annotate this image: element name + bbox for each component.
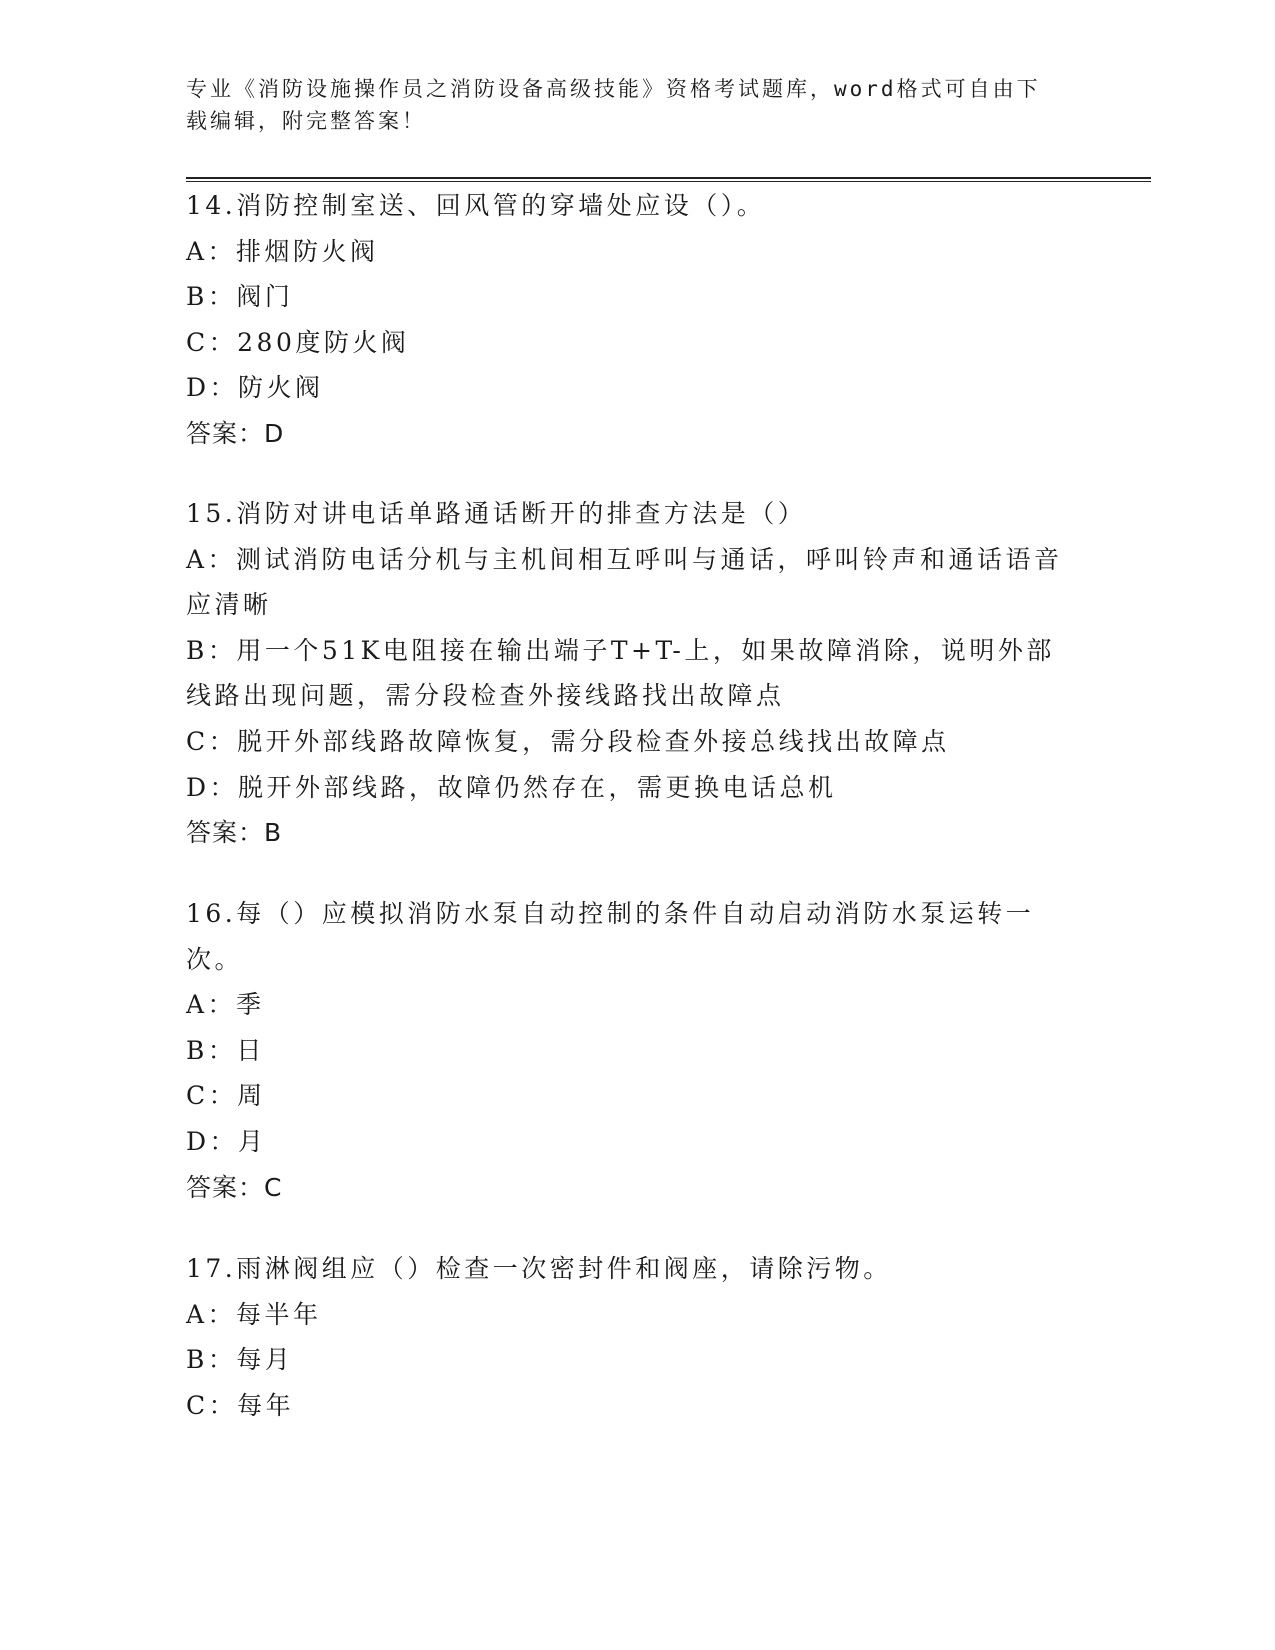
- option-c: C：280度防火阀: [186, 327, 410, 357]
- option-a: A：每半年: [186, 1299, 322, 1329]
- question-stem: 16.每（）应模拟消防水泵自动控制的条件自动启动消防水泵运转一次。: [186, 899, 1035, 974]
- question-14: [186, 183, 1076, 457]
- option-c: C：每年: [186, 1390, 295, 1420]
- option-b: B：日: [186, 1035, 265, 1065]
- header-line-1: 专业《消防设施操作员之消防设备高级技能》资格考试题库，word格式可自由下: [186, 77, 1041, 101]
- document-header: [186, 73, 1066, 137]
- option-a: A：测试消防电话分机与主机间相互呼叫与通话，呼叫铃声和通话语音应清晰: [186, 544, 1063, 620]
- option-b: B：阀门: [186, 282, 294, 312]
- header-divider-thick: [186, 177, 1151, 179]
- question-stem: 17.雨淋阀组应（）检查一次密封件和阀座，请除污物。: [186, 1254, 892, 1283]
- option-a: A：排烟防火阀: [186, 236, 379, 266]
- header-line-2: 载编辑，附完整答案！: [186, 109, 426, 133]
- question-17: [186, 1246, 1076, 1428]
- question-16: [186, 891, 1076, 1210]
- question-15: [186, 491, 1076, 856]
- answer: 答案：C: [186, 1172, 283, 1202]
- option-d: D：月: [186, 1126, 267, 1156]
- option-a: A：季: [186, 990, 265, 1020]
- question-stem: 14.消防控制室送、回风管的穿墙处应设（）。: [186, 191, 766, 220]
- answer: 答案：B: [186, 818, 283, 848]
- option-c: C：脱开外部线路故障恢复，需分段检查外接总线找出故障点: [186, 726, 950, 756]
- option-b: B：用一个51K电阻接在输出端子T+T-上，如果故障消除，说明外部线路出现问题，需分段检查外接线路找出故障点: [186, 635, 1055, 711]
- question-stem: 15.消防对讲电话单路通话断开的排查方法是（）: [186, 499, 807, 528]
- answer: 答案：D: [186, 418, 285, 448]
- header-divider-thin: [186, 181, 1151, 182]
- option-b: B：每月: [186, 1345, 294, 1375]
- option-d: D：脱开外部线路，故障仍然存在，需更换电话总机: [186, 772, 837, 802]
- option-d: D：防火阀: [186, 373, 324, 403]
- option-c: C：周: [186, 1081, 266, 1111]
